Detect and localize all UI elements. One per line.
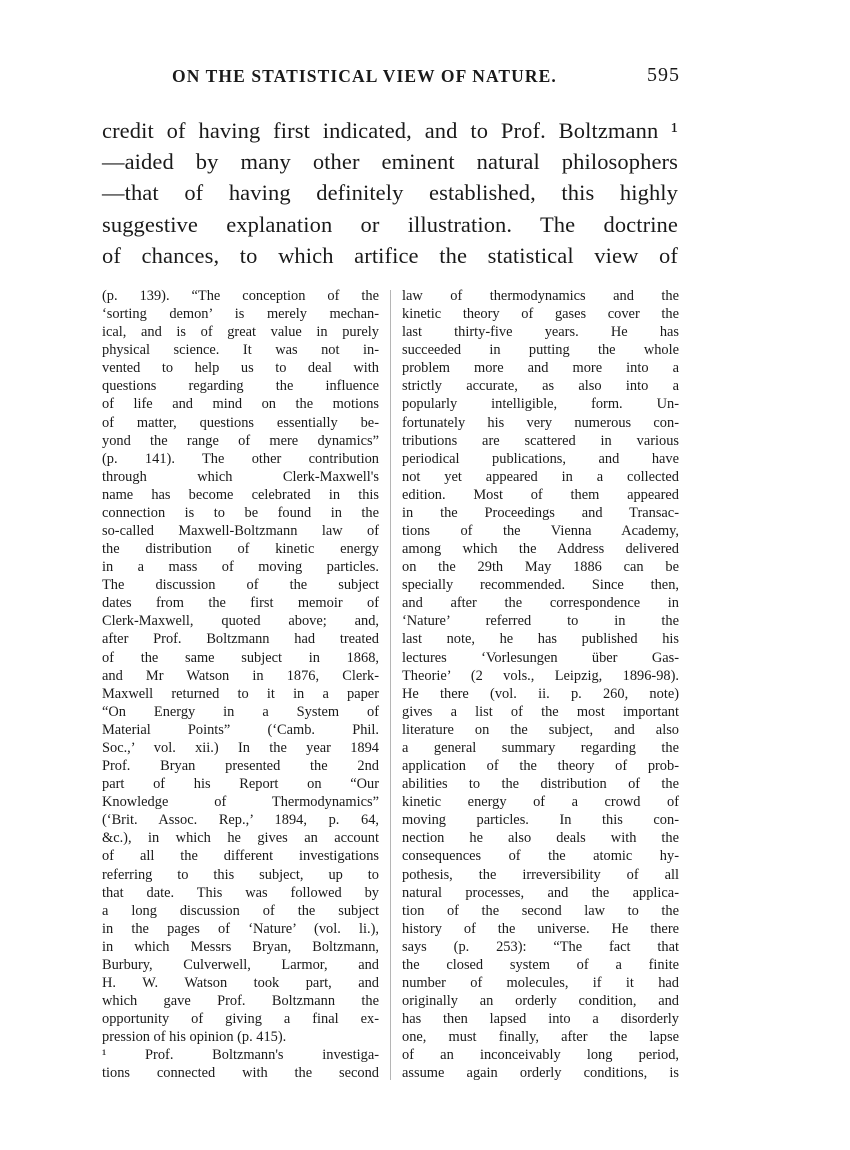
footnote-line: history of the universe. He there <box>402 920 679 937</box>
footnote-line: which gave Prof. Boltzmann the <box>102 993 379 1010</box>
footnote-line: in which Messrs Bryan, Boltzmann, <box>102 938 379 955</box>
body-text-line: —aided by many other eminent natural philosophers <box>102 149 678 175</box>
footnote-line: Prof. Bryan presented the 2nd <box>102 758 379 775</box>
footnote-line: pothesis, the irreversibility of all <box>402 866 679 883</box>
body-text-line: credit of having first indicated, and to Prof. Boltzmann ¹ <box>102 118 678 143</box>
footnote-line: name has become celebrated in this <box>102 486 379 503</box>
footnote-line: last thirty-five years. He has <box>402 324 679 341</box>
footnote-line: moving particles. In this con- <box>402 812 679 829</box>
footnote-line: specially recommended. Since then, <box>402 577 679 594</box>
footnote-line: on the 29th May 1886 can be <box>402 559 679 576</box>
footnote-line: nection he also deals with the <box>402 830 679 847</box>
footnote-line: tion of the second law to the <box>402 902 679 919</box>
footnote-line: of life and mind on the motions <box>102 396 379 413</box>
footnote-line: Clerk-Maxwell, quoted above; and, <box>102 613 379 630</box>
body-text-line: suggestive explanation or illustration. The doctrine <box>102 211 678 237</box>
main-body-text <box>102 115 678 271</box>
footnote-line: Burbury, Culverwell, Larmor, and <box>102 956 379 973</box>
footnote-line: periodical publications, and have <box>402 450 679 467</box>
footnote-line: (p. 139). “The conception of the <box>102 288 379 304</box>
footnote-line: referring to this subject, up to <box>102 866 379 883</box>
footnote-line: pression of his opinion (p. 415). <box>102 1029 287 1046</box>
footnote-line: lectures ‘Vorlesungen über Gas- <box>402 649 679 666</box>
footnote-line: of the same subject in 1868, <box>102 649 379 666</box>
footnote-line: of an inconceivably long period, <box>402 1047 679 1064</box>
footnote-line: popularly intelligible, form. Un- <box>402 396 679 413</box>
column-divider <box>390 290 391 1080</box>
footnote-line: one, must finally, after the lapse <box>402 1029 679 1046</box>
body-text-line: of chances, to which artifice the statistical view of <box>102 242 678 268</box>
footnote-line: in the Proceedings and Transac- <box>402 504 679 521</box>
footnote-line: the distribution of kinetic energy <box>102 541 379 558</box>
running-title: ON THE STATISTICAL VIEW OF NATURE. <box>172 66 557 86</box>
footnote-line: kinetic theory of gases cover the <box>402 306 679 323</box>
running-header <box>172 66 680 90</box>
footnote-column-right <box>402 287 679 1082</box>
body-text-line: —that of having definitely established, this highly <box>102 180 678 206</box>
footnote-line: assume again orderly conditions, is <box>402 1065 679 1082</box>
footnote-line: tributions are scattered in various <box>402 432 679 449</box>
footnote-line: questions regarding the influence <box>102 378 379 395</box>
footnote-line: The discussion of the subject <box>102 577 379 594</box>
footnote-line: of all the different investigations <box>102 848 379 865</box>
footnote-line: strictly accurate, as also into a <box>402 378 679 395</box>
footnote-line: ‘Nature’ referred to in the <box>402 613 679 630</box>
footnote-line: (‘Brit. Assoc. Rep.,’ 1894, p. 64, <box>102 812 379 829</box>
footnote-line: ‘sorting demon’ is merely mechan- <box>102 306 379 323</box>
footnote-line: H. W. Watson took part, and <box>102 974 379 991</box>
footnote-line: and Mr Watson in 1876, Clerk- <box>102 667 379 684</box>
footnote-line: not yet appeared in a collected <box>402 468 679 485</box>
footnote-line: vented to help us to deal with <box>102 360 379 377</box>
footnote-line: the closed system of a finite <box>402 956 679 973</box>
footnote-line: so-called Maxwell-Boltzmann law of <box>102 523 379 540</box>
footnote-line: consequences of the atomic hy- <box>402 848 679 865</box>
footnote-line: yond the range of mere dynamics” <box>102 432 379 449</box>
footnote-line: that date. This was followed by <box>102 884 379 901</box>
footnote-line: among which the Address delivered <box>402 541 679 558</box>
footnote-line: ¹ Prof. Boltzmann's investiga- <box>102 1047 379 1064</box>
footnote-line: application of the theory of prob- <box>402 758 679 775</box>
footnote-line: Theorie’ (2 vols., Leipzig, 1896-98). <box>402 667 679 684</box>
footnote-line: dates from the first memoir of <box>102 595 379 612</box>
footnote-line: after Prof. Boltzmann had treated <box>102 631 379 648</box>
footnote-line: in the pages of ‘Nature’ (vol. li.), <box>102 920 379 937</box>
footnote-line: through which Clerk-Maxwell's <box>102 468 379 485</box>
footnote-line: “On Energy in a System of <box>102 703 379 720</box>
footnote-line: a long discussion of the subject <box>102 902 379 919</box>
footnote-line: literature on the subject, and also <box>402 721 679 738</box>
footnote-line: &c.), in which he gives an account <box>102 830 379 847</box>
footnote-line: a general summary regarding the <box>402 739 679 756</box>
footnote-column-left <box>102 287 379 1082</box>
footnote-line: originally an orderly condition, and <box>402 993 679 1010</box>
footnote-line: kinetic energy of a crowd of <box>402 794 679 811</box>
footnote-line: ical, and is of great value in purely <box>102 324 379 341</box>
footnote-line: Knowledge of Thermodynamics” <box>102 794 379 811</box>
footnote-line: edition. Most of them appeared <box>402 486 679 503</box>
footnote-line: He there (vol. ii. p. 260, note) <box>402 685 679 702</box>
footnote-line: connection is to be found in the <box>102 504 379 521</box>
footnote-line: problem more and more into a <box>402 360 679 377</box>
footnote-line: last note, he has published his <box>402 631 679 648</box>
footnote-line: and after the correspondence in <box>402 595 679 612</box>
footnote-line: abilities to the distribution of the <box>402 776 679 793</box>
footnote-line: law of thermodynamics and the <box>402 288 679 304</box>
footnote-line: part of his Report on “Our <box>102 776 379 793</box>
footnote-line: (p. 141). The other contribution <box>102 450 379 467</box>
footnote-line: tions connected with the second <box>102 1065 379 1082</box>
footnote-line: fortunately his very numerous con- <box>402 414 679 431</box>
page-number: 595 <box>647 64 680 86</box>
footnote-line: number of molecules, if it had <box>402 974 679 991</box>
footnote-line: physical science. It was not in- <box>102 342 379 359</box>
footnote-line: tions of the Vienna Academy, <box>402 523 679 540</box>
footnote-line: of matter, questions essentially be- <box>102 414 379 431</box>
footnote-line: gives a list of the most important <box>402 703 679 720</box>
footnote-line: says (p. 253): “The fact that <box>402 938 679 955</box>
footnote-line: natural processes, and the applica- <box>402 884 679 901</box>
footnote-line: Soc.,’ vol. xii.) In the year 1894 <box>102 739 379 756</box>
footnote-line: has then lapsed into a disorderly <box>402 1011 679 1028</box>
footnote-line: opportunity of giving a final ex- <box>102 1011 379 1028</box>
footnote-line: Material Points” (‘Camb. Phil. <box>102 721 379 738</box>
footnote-line: in a mass of moving particles. <box>102 559 379 576</box>
footnote-line: Maxwell returned to it in a paper <box>102 685 379 702</box>
footnote-line: succeeded in putting the whole <box>402 342 679 359</box>
